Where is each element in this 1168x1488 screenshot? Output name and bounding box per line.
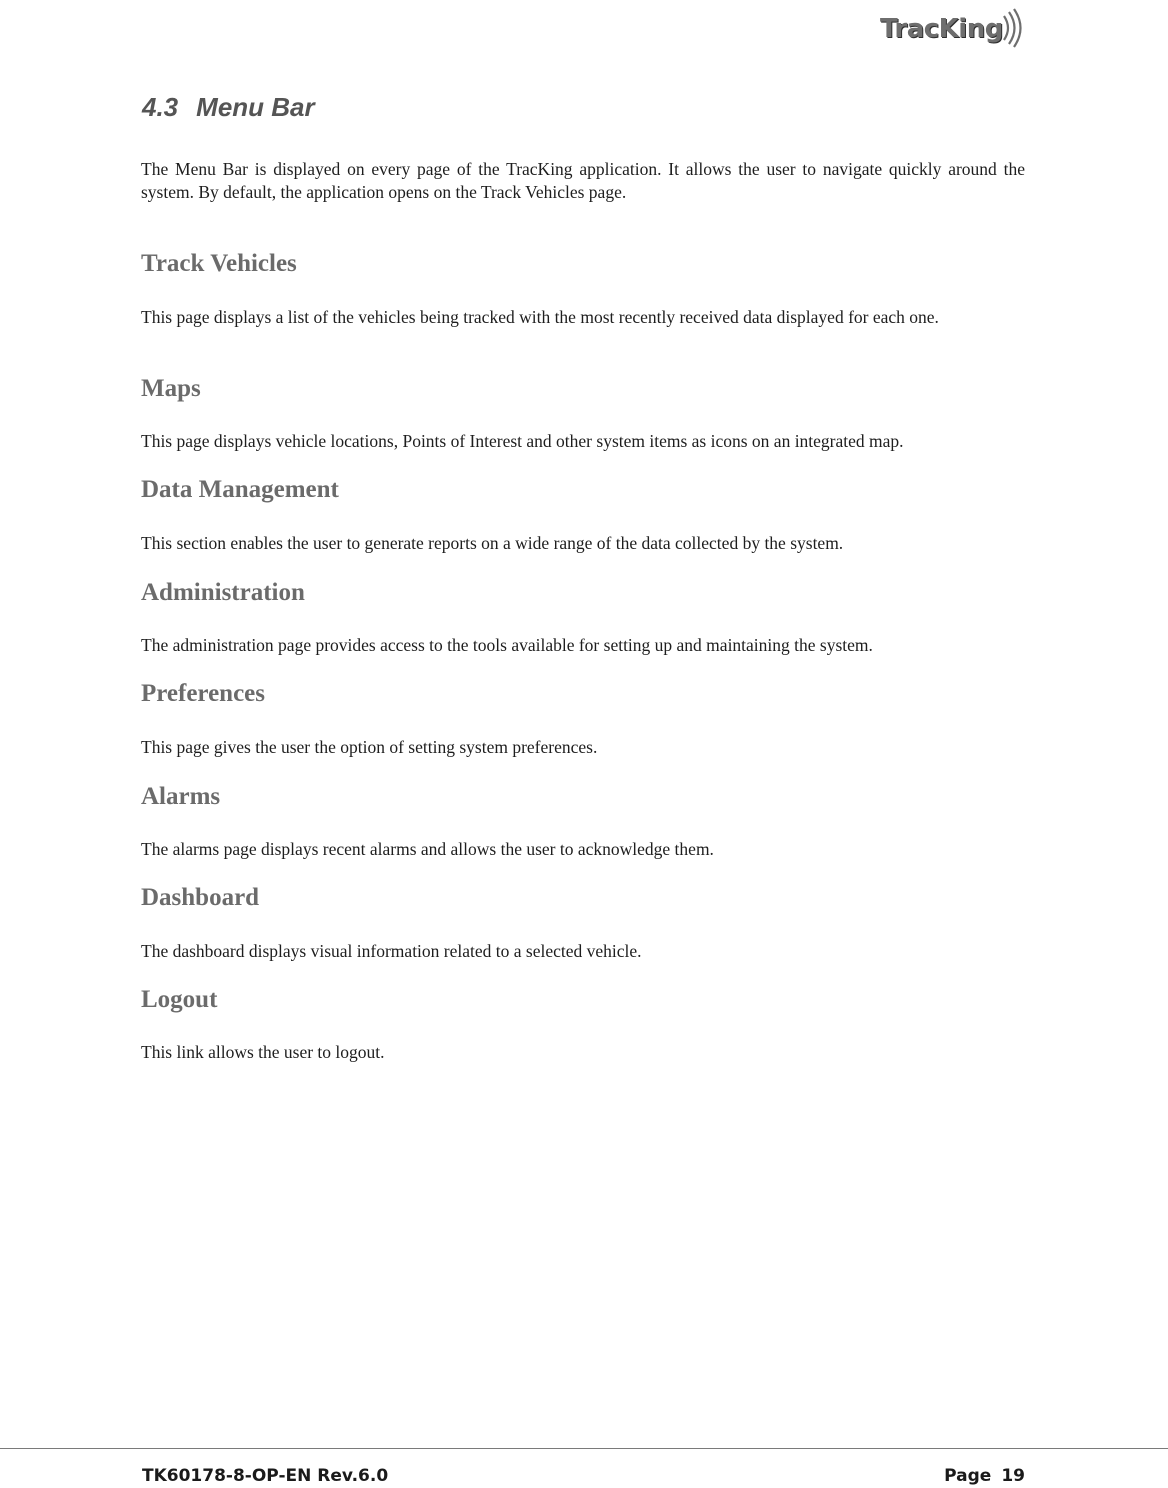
footer-divider xyxy=(0,1448,1168,1449)
heading-maps: Maps xyxy=(141,375,201,402)
section-title xyxy=(142,92,315,123)
section-number: 4.3 xyxy=(142,92,179,122)
text-data-management: This section enables the user to generate reports on a wide range of the data collected by the system. xyxy=(141,533,844,553)
text-alarms: The alarms page displays recent alarms and allows the user to acknowledge them. xyxy=(141,839,714,859)
text-logout: This link allows the user to logout. xyxy=(141,1042,385,1062)
heading-dashboard: Dashboard xyxy=(141,884,260,911)
footer-page-number xyxy=(944,1466,1025,1486)
tracking-logo xyxy=(880,6,1030,52)
text-maps: This page displays vehicle locations, Points of Interest and other system items as icons on an integrated map. xyxy=(141,431,904,451)
heading-logout: Logout xyxy=(141,986,218,1013)
logo-wordmark: TracKing xyxy=(880,14,1003,44)
text-dashboard: The dashboard displays visual information related to a selected vehicle. xyxy=(141,941,642,961)
footer-page-value: 19 xyxy=(1001,1466,1025,1486)
heading-preferences: Preferences xyxy=(141,680,265,707)
heading-data-management: Data Management xyxy=(141,476,339,503)
heading-administration: Administration xyxy=(141,579,305,606)
text-track-vehicles: This page displays a list of the vehicles being tracked with the most recently received data displayed for each one. xyxy=(141,307,939,327)
signal-arcs-icon xyxy=(998,8,1026,48)
section-title-text: Menu Bar xyxy=(196,92,315,122)
heading-track-vehicles: Track Vehicles xyxy=(141,250,297,277)
intro-paragraph: The Menu Bar is displayed on every page of the TracKing application. It allows the user to navigate quickly around the system. By default, the application opens on the Track Vehicles page. xyxy=(141,159,1025,202)
heading-alarms: Alarms xyxy=(141,783,221,810)
footer-document-id: TK60178-8-OP-EN Rev.6.0 xyxy=(142,1466,389,1486)
text-administration: The administration page provides access to the tools available for setting up and maintaining the system. xyxy=(141,635,873,655)
text-preferences: This page gives the user the option of setting system preferences. xyxy=(141,737,598,757)
footer-page-label: Page xyxy=(944,1466,992,1486)
